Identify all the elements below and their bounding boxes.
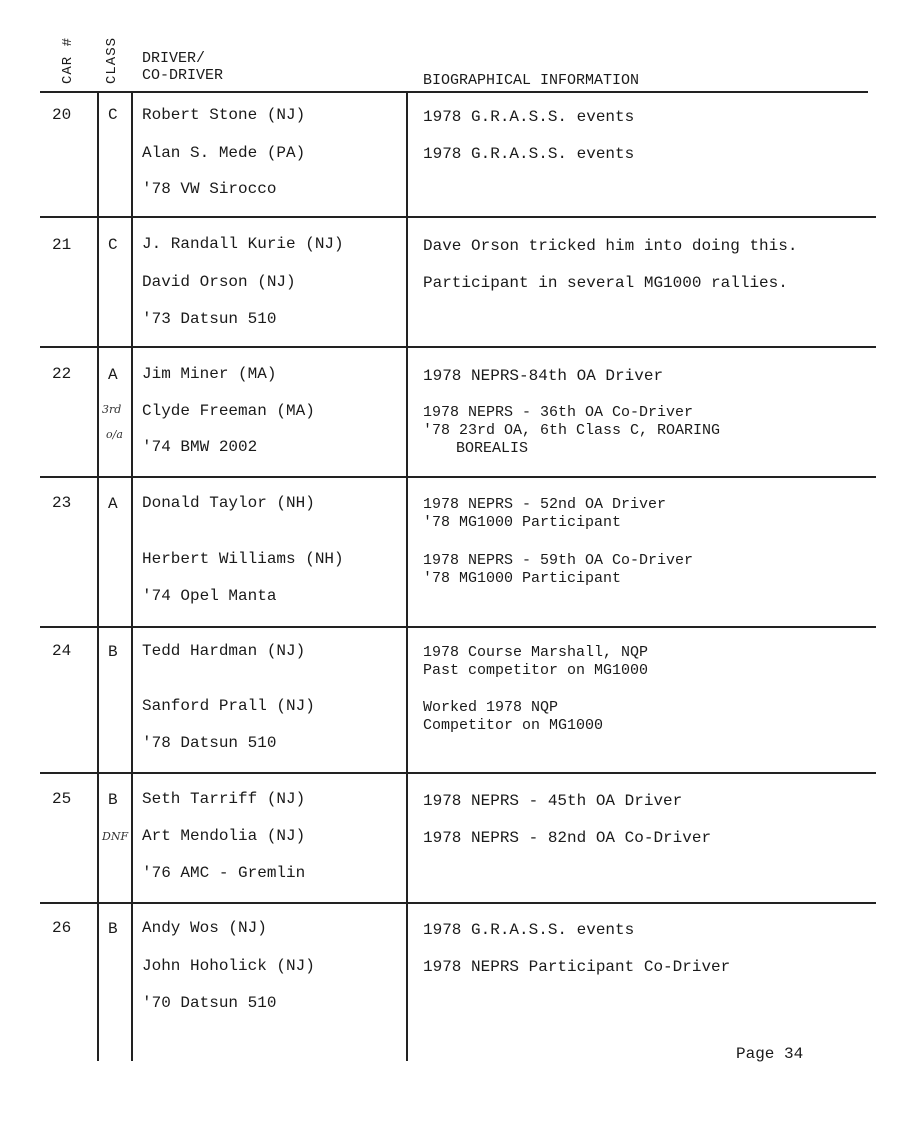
driver-bio: 1978 G.R.A.S.S. events	[423, 108, 635, 126]
driver-name: J. Randall Kurie (NJ)	[142, 235, 344, 253]
car-number: 26	[52, 919, 72, 937]
header-rule	[40, 91, 868, 93]
car-number: 24	[52, 642, 72, 660]
driver-name: Robert Stone (NJ)	[142, 106, 306, 124]
handwritten-placement-note: 3rd	[102, 403, 122, 416]
header-biographical-information: BIOGRAPHICAL INFORMATION	[423, 72, 640, 89]
car-model: '74 Opel Manta	[142, 587, 277, 605]
class-letter: C	[108, 236, 118, 254]
car-number: 22	[52, 365, 72, 383]
car-number: 20	[52, 106, 72, 124]
driver-bio: 1978 Course Marshall, NQP	[423, 644, 649, 661]
car-model: '78 VW Sirocco	[142, 180, 277, 198]
row-divider	[40, 476, 876, 478]
co-driver-bio: 1978 G.R.A.S.S. events	[423, 145, 635, 163]
car-model: '78 Datsun 510	[142, 734, 277, 752]
co-driver-name: Alan S. Mede (PA)	[142, 144, 306, 162]
co-driver-bio: Worked 1978 NQP	[423, 699, 559, 716]
row-divider	[40, 626, 876, 628]
car-number: 21	[52, 236, 72, 254]
driver-bio: Past competitor on MG1000	[423, 662, 649, 679]
co-driver-bio: '78 MG1000 Participant	[423, 570, 622, 587]
co-driver-name: Herbert Williams (NH)	[142, 550, 344, 568]
page-number: Page 34	[736, 1045, 804, 1063]
car-model: '70 Datsun 510	[142, 994, 277, 1012]
class-letter: C	[108, 106, 118, 124]
co-driver-name: Sanford Prall (NJ)	[142, 697, 315, 715]
driver-bio: '78 MG1000 Participant	[423, 514, 622, 531]
driver-name: Tedd Hardman (NJ)	[142, 642, 306, 660]
driver-name: Donald Taylor (NH)	[142, 494, 315, 512]
co-driver-bio: Competitor on MG1000	[423, 717, 604, 734]
co-driver-name: Clyde Freeman (MA)	[142, 402, 315, 420]
driver-name: Andy Wos (NJ)	[142, 919, 267, 937]
co-driver-name: John Hoholick (NJ)	[142, 957, 315, 975]
driver-bio: Dave Orson tricked him into doing this.	[423, 237, 798, 255]
car-model: '73 Datsun 510	[142, 310, 277, 328]
row-divider	[40, 902, 876, 904]
class-letter: B	[108, 920, 118, 938]
driver-bio: 1978 G.R.A.S.S. events	[423, 921, 635, 939]
column-rule-car	[97, 91, 99, 1061]
driver-bio: 1978 NEPRS-84th OA Driver	[423, 367, 664, 385]
co-driver-bio: Participant in several MG1000 rallies.	[423, 274, 788, 292]
row-divider	[40, 216, 876, 218]
handwritten-dnf-note: DNF	[102, 830, 129, 843]
co-driver-bio: 1978 NEPRS - 36th OA Co-Driver	[423, 404, 694, 421]
header-driver	[142, 50, 223, 84]
row-divider	[40, 772, 876, 774]
class-letter: B	[108, 643, 118, 661]
header-driver-line1: DRIVER/	[142, 50, 206, 67]
header-car-number: CAR #	[60, 36, 76, 84]
class-letter: A	[108, 495, 118, 513]
class-letter: B	[108, 791, 118, 809]
co-driver-name: David Orson (NJ)	[142, 273, 296, 291]
class-letter: A	[108, 366, 118, 384]
co-driver-bio: 1978 NEPRS - 82nd OA Co-Driver	[423, 829, 712, 847]
co-driver-bio: BOREALIS	[456, 440, 529, 457]
car-number: 25	[52, 790, 72, 808]
driver-name: Seth Tarriff (NJ)	[142, 790, 306, 808]
driver-bio: 1978 NEPRS - 52nd OA Driver	[423, 496, 667, 513]
row-divider	[40, 346, 876, 348]
driver-bio: 1978 NEPRS - 45th OA Driver	[423, 792, 683, 810]
car-number: 23	[52, 494, 72, 512]
header-class: CLASS	[104, 36, 120, 84]
car-model: '76 AMC - Gremlin	[142, 864, 306, 882]
header-driver-line2: CO-DRIVER	[142, 67, 224, 84]
co-driver-bio: 1978 NEPRS Participant Co-Driver	[423, 958, 731, 976]
co-driver-bio: '78 23rd OA, 6th Class C, ROARING	[423, 422, 721, 439]
co-driver-bio: 1978 NEPRS - 59th OA Co-Driver	[423, 552, 694, 569]
car-model: '74 BMW 2002	[142, 438, 258, 456]
co-driver-name: Art Mendolia (NJ)	[142, 827, 306, 845]
driver-name: Jim Miner (MA)	[142, 365, 277, 383]
column-rule-class	[131, 91, 133, 1061]
handwritten-placement-note: o/a	[106, 428, 123, 441]
column-rule-driver	[406, 91, 408, 1061]
